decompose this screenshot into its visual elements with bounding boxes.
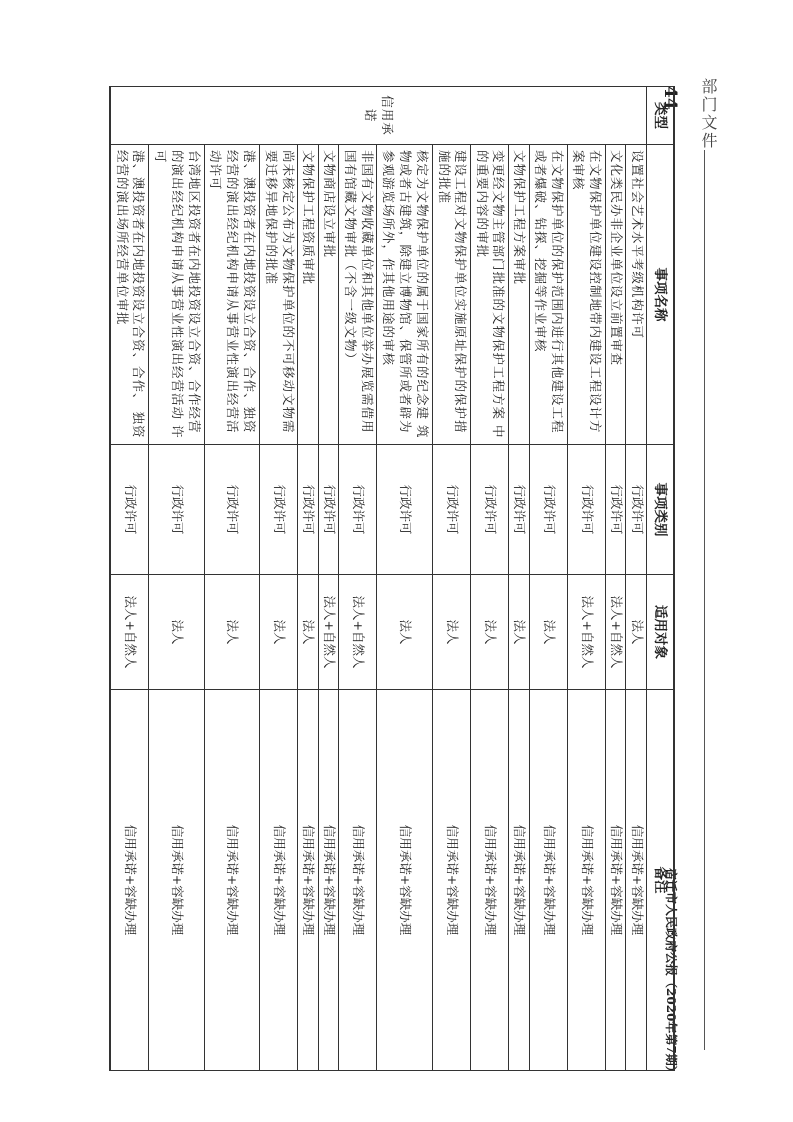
item-target: 法人 (509, 575, 530, 690)
item-name: 变更经文物主管部门批准的文物保护工程方案 中的重要内容的审批 (471, 145, 509, 445)
item-note: 信用承诺+容缺办理 (626, 690, 647, 1071)
item-name: 在文物保护单位的保护范围内进行其他建设工程或者爆破、钻探、挖掘等作业审核 (529, 145, 567, 445)
item-name: 建设工程对文物保护单位实施原址保护的保护措施的批准 (433, 145, 471, 445)
item-note: 信用承诺+容缺办理 (529, 690, 567, 1071)
item-target: 法人+自然人 (567, 575, 605, 690)
table-row (110, 87, 149, 1071)
item-type: 行政许可 (605, 445, 626, 575)
item-note: 信用承诺+容缺办理 (377, 690, 433, 1071)
item-target: 法人 (260, 575, 298, 690)
table-row (318, 87, 339, 1071)
item-target: 法人+自然人 (318, 575, 339, 690)
item-type: 行政许可 (149, 445, 205, 575)
item-name: 文物商店设立审批 (318, 145, 339, 445)
item-target: 法人 (433, 575, 471, 690)
item-name: 在文物保护单位建设控制地带内建设工程设计方案审核 (567, 145, 605, 445)
item-name: 文物保护工程方案审批 (509, 145, 530, 445)
item-name: 非国有文物收藏单位和其他单位举办展览需借用国有馆藏文物审批（不含一级文物） (339, 145, 377, 445)
item-target: 法人 (471, 575, 509, 690)
item-target: 法人+自然人 (605, 575, 626, 690)
item-target: 法人 (149, 575, 205, 690)
item-type: 行政许可 (471, 445, 509, 575)
page-number: 44 (660, 86, 680, 110)
item-type: 行政许可 (339, 445, 377, 575)
table-row (377, 87, 433, 1071)
item-type: 行政许可 (298, 445, 319, 575)
item-note: 信用承诺+容缺办理 (110, 690, 149, 1071)
item-name: 港、澳投资者在内地投资设立合资、合作、独资经营的演出经纪机构申请从事营业性演出经营活动许可 (204, 145, 260, 445)
table-row (260, 87, 298, 1071)
item-target: 法人+自然人 (110, 575, 149, 690)
item-note: 信用承诺+容缺办理 (339, 690, 377, 1071)
item-type: 行政许可 (567, 445, 605, 575)
table-row (149, 87, 205, 1071)
column-header-name: 事项名称 (647, 145, 675, 445)
item-name: 设置社会艺术水平考级机构许可 (626, 145, 647, 445)
item-note: 信用承诺+容缺办理 (605, 690, 626, 1071)
column-header-category: 类型 (647, 87, 675, 145)
item-target: 法人 (298, 575, 319, 690)
item-note: 信用承诺+容缺办理 (149, 690, 205, 1071)
table-row (529, 87, 567, 1071)
journal-footer: 宿迁市人民政府公报（2020年第7期） (664, 868, 678, 1078)
item-type: 行政许可 (318, 445, 339, 575)
items-table (109, 86, 675, 1071)
table-row (605, 87, 626, 1071)
item-type: 行政许可 (433, 445, 471, 575)
item-note: 信用承诺+容缺办理 (433, 690, 471, 1071)
item-name: 核定为文物保护单位的属于国家所有的纪念建 筑物或者古建筑，除建立博物馆、保管所或者辟为参观游览场所外，作其他用途的审核 (377, 145, 433, 445)
item-note: 信用承诺+容缺办理 (509, 690, 530, 1071)
table-row (433, 87, 471, 1071)
item-name: 文化类民办非企业单位设立前置审查 (605, 145, 626, 445)
item-target: 法人 (377, 575, 433, 690)
item-name: 文物保护工程资质审批 (298, 145, 319, 445)
department-header: 部门文件 (699, 78, 718, 150)
item-type: 行政许可 (377, 445, 433, 575)
item-name: 台湾地区投资者在内地投资设立合资、合作经营 的演出经纪机构申请从事营业性演出经营活动 许可 (149, 145, 205, 445)
item-type: 行政许可 (626, 445, 647, 575)
column-header-note: 备注 (647, 690, 675, 1071)
item-target: 法人 (626, 575, 647, 690)
item-note: 信用承诺+容缺办理 (260, 690, 298, 1071)
item-note: 信用承诺+容缺办理 (318, 690, 339, 1071)
rotated-table-wrapper (109, 86, 675, 1070)
item-note: 信用承诺+容缺办理 (298, 690, 319, 1071)
item-type: 行政许可 (110, 445, 149, 575)
item-name: 尚未核定公布为文物保护单位的不可移动文物需要迁移异地保护的批准 (260, 145, 298, 445)
table-row (567, 87, 605, 1071)
table-row (298, 87, 319, 1071)
item-name: 港、澳投资者在内地投资设立合资、合作、 独资经营的演出场所经营单位审批 (110, 145, 149, 445)
item-note: 信用承诺+容缺办理 (567, 690, 605, 1071)
column-header-type: 事项类别 (647, 445, 675, 575)
table-row (509, 87, 530, 1071)
table-header-row (647, 87, 675, 1071)
header-rule (704, 150, 705, 1050)
table-row (339, 87, 377, 1071)
table-body (110, 87, 647, 1071)
category-cell: 信用承诺 (110, 87, 647, 145)
item-type: 行政许可 (260, 445, 298, 575)
item-type: 行政许可 (509, 445, 530, 575)
item-note: 信用承诺+容缺办理 (204, 690, 260, 1071)
table-row (471, 87, 509, 1071)
item-type: 行政许可 (204, 445, 260, 575)
item-type: 行政许可 (529, 445, 567, 575)
item-note: 信用承诺+容缺办理 (471, 690, 509, 1071)
table-row (204, 87, 260, 1071)
item-target: 法人+自然人 (339, 575, 377, 690)
item-target: 法人 (529, 575, 567, 690)
table-row (626, 87, 647, 1071)
item-target: 法人 (204, 575, 260, 690)
column-header-target: 适用对象 (647, 575, 675, 690)
